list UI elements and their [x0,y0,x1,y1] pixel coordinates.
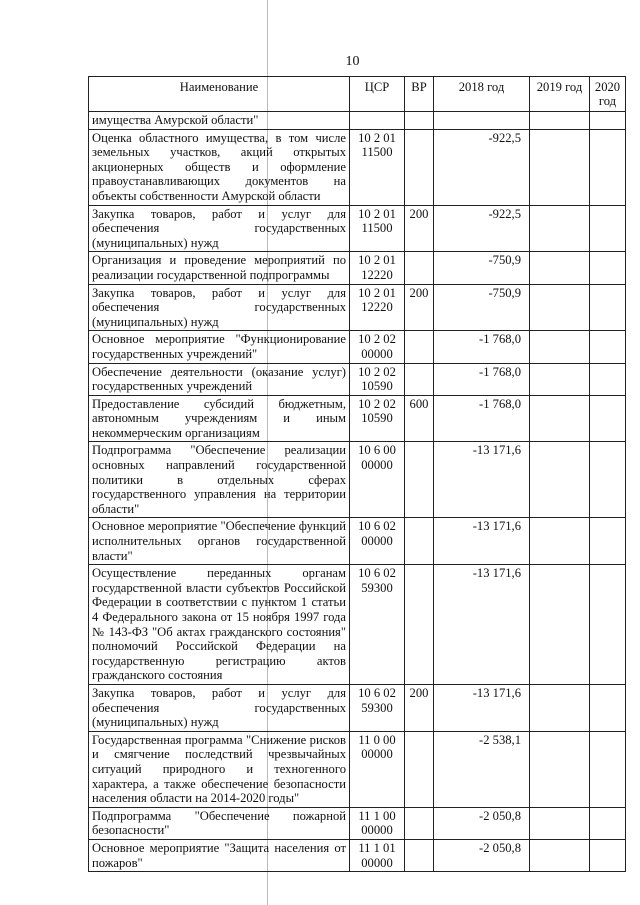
row-csr: 10 2 01 11500 [350,129,405,205]
row-2020 [590,112,626,130]
table-row [89,731,626,807]
row-2020 [590,565,626,685]
table-row [89,518,626,565]
row-vr [405,731,434,807]
row-name: Основное мероприятие "Обеспечение функций исполнительных органов государственной власти" [89,518,350,565]
row-2019 [530,129,590,205]
row-2019 [530,684,590,731]
row-2019 [530,395,590,442]
header-name: Наименование [89,77,350,112]
row-name: Осуществление переданных органам государственной власти субъектов Российской Федерации в соответствии с пунктом 1 статьи 4 Федерального закона от 15 ноября 1997 года № 143-ФЗ "Об актах гражданского состояния" полномочий Российской Федерации на государственную регистрацию актов гражданского состояния [89,565,350,685]
row-2019 [530,112,590,130]
header-csr: ЦСР [350,77,405,112]
row-2018: -1 768,0 [434,363,530,395]
row-vr: 200 [405,684,434,731]
table-row [89,807,626,839]
row-name: Закупка товаров, работ и услуг для обеспечения государственных (муниципальных) нужд [89,684,350,731]
header-2020: 2020 год [590,77,626,112]
table-row [89,112,626,130]
row-2018: -13 171,6 [434,442,530,518]
row-name: Закупка товаров, работ и услуг для обеспечения государственных (муниципальных) нужд [89,284,350,331]
row-2020 [590,518,626,565]
row-2018: -922,5 [434,129,530,205]
row-csr: 10 2 02 10590 [350,363,405,395]
table-row [89,252,626,284]
row-vr: 600 [405,395,434,442]
row-csr: 10 2 01 11500 [350,205,405,252]
row-2019 [530,518,590,565]
header-2018: 2018 год [434,77,530,112]
row-2019 [530,731,590,807]
row-2018 [434,112,530,130]
row-vr [405,331,434,363]
row-2020 [590,205,626,252]
row-2020 [590,129,626,205]
row-2020 [590,252,626,284]
header-vr: ВР [405,77,434,112]
row-2019 [530,363,590,395]
row-name: Предоставление субсидий бюджетным, автономным учреждениям и иным некоммерческим организациям [89,395,350,442]
row-name: Организация и проведение мероприятий по реализации государственной подпрограммы [89,252,350,284]
row-csr: 11 1 00 00000 [350,807,405,839]
row-csr: 10 2 01 12220 [350,284,405,331]
row-csr: 10 2 02 00000 [350,331,405,363]
table-body [89,112,626,872]
row-2019 [530,565,590,685]
row-name: Подпрограмма "Обеспечение реализации основных направлений государственной политики в отдельных сферах государственного управления на территории области" [89,442,350,518]
row-name: Обеспечение деятельности (оказание услуг) государственных учреждений [89,363,350,395]
table-row [89,395,626,442]
row-2018: -13 171,6 [434,565,530,685]
row-csr: 10 6 02 59300 [350,684,405,731]
row-name: Оценка областного имущества, в том числе земельных участков, акций открытых акционерных обществ и оформление правоустанавливающих документов на объекты собственности Амурской области [89,129,350,205]
row-vr [405,442,434,518]
row-2018: -2 050,8 [434,807,530,839]
table-header-row [89,77,626,112]
header-2019: 2019 год [530,77,590,112]
row-2020 [590,395,626,442]
row-2019 [530,331,590,363]
row-vr [405,518,434,565]
row-vr: 200 [405,205,434,252]
row-vr [405,252,434,284]
row-2020 [590,363,626,395]
row-2019 [530,252,590,284]
row-2019 [530,807,590,839]
table-row [89,442,626,518]
row-2018: -750,9 [434,252,530,284]
table-row [89,839,626,871]
row-name: имущества Амурской области" [89,112,350,130]
row-2019 [530,442,590,518]
row-vr [405,129,434,205]
row-2020 [590,731,626,807]
row-2020 [590,284,626,331]
page-number: 10 [345,54,360,69]
budget-table [88,76,626,872]
table-row [89,129,626,205]
row-csr [350,112,405,130]
table-row [89,565,626,685]
row-vr [405,112,434,130]
row-name: Государственная программа "Снижение рисков и смягчение последствий чрезвычайных ситуаций природного и техногенного характера, а также обеспечение безопасности населения области на 2014-2020 годы" [89,731,350,807]
row-csr: 11 0 00 00000 [350,731,405,807]
table-row [89,284,626,331]
row-vr [405,565,434,685]
row-2019 [530,284,590,331]
table-row [89,363,626,395]
row-2019 [530,839,590,871]
row-csr: 10 6 02 00000 [350,518,405,565]
row-name: Закупка товаров, работ и услуг для обеспечения государственных (муниципальных) нужд [89,205,350,252]
row-2018: -13 171,6 [434,684,530,731]
row-csr: 10 2 02 10590 [350,395,405,442]
table-row [89,205,626,252]
row-name: Подпрограмма "Обеспечение пожарной безопасности" [89,807,350,839]
row-name: Основное мероприятие "Функционирование государственных учреждений" [89,331,350,363]
row-2018: -922,5 [434,205,530,252]
row-vr [405,807,434,839]
row-2018: -750,9 [434,284,530,331]
row-csr: 10 2 01 12220 [350,252,405,284]
row-vr [405,839,434,871]
row-2020 [590,331,626,363]
table-row [89,684,626,731]
table-row [89,331,626,363]
row-2020 [590,442,626,518]
row-2018: -13 171,6 [434,518,530,565]
row-csr: 10 6 00 00000 [350,442,405,518]
row-2018: -1 768,0 [434,331,530,363]
row-name: Основное мероприятие "Защита населения от пожаров" [89,839,350,871]
row-csr: 10 6 02 59300 [350,565,405,685]
row-vr: 200 [405,284,434,331]
row-vr [405,363,434,395]
row-2018: -2 050,8 [434,839,530,871]
row-2020 [590,807,626,839]
row-2018: -2 538,1 [434,731,530,807]
row-2020 [590,839,626,871]
row-2019 [530,205,590,252]
row-2018: -1 768,0 [434,395,530,442]
row-2020 [590,684,626,731]
row-csr: 11 1 01 00000 [350,839,405,871]
